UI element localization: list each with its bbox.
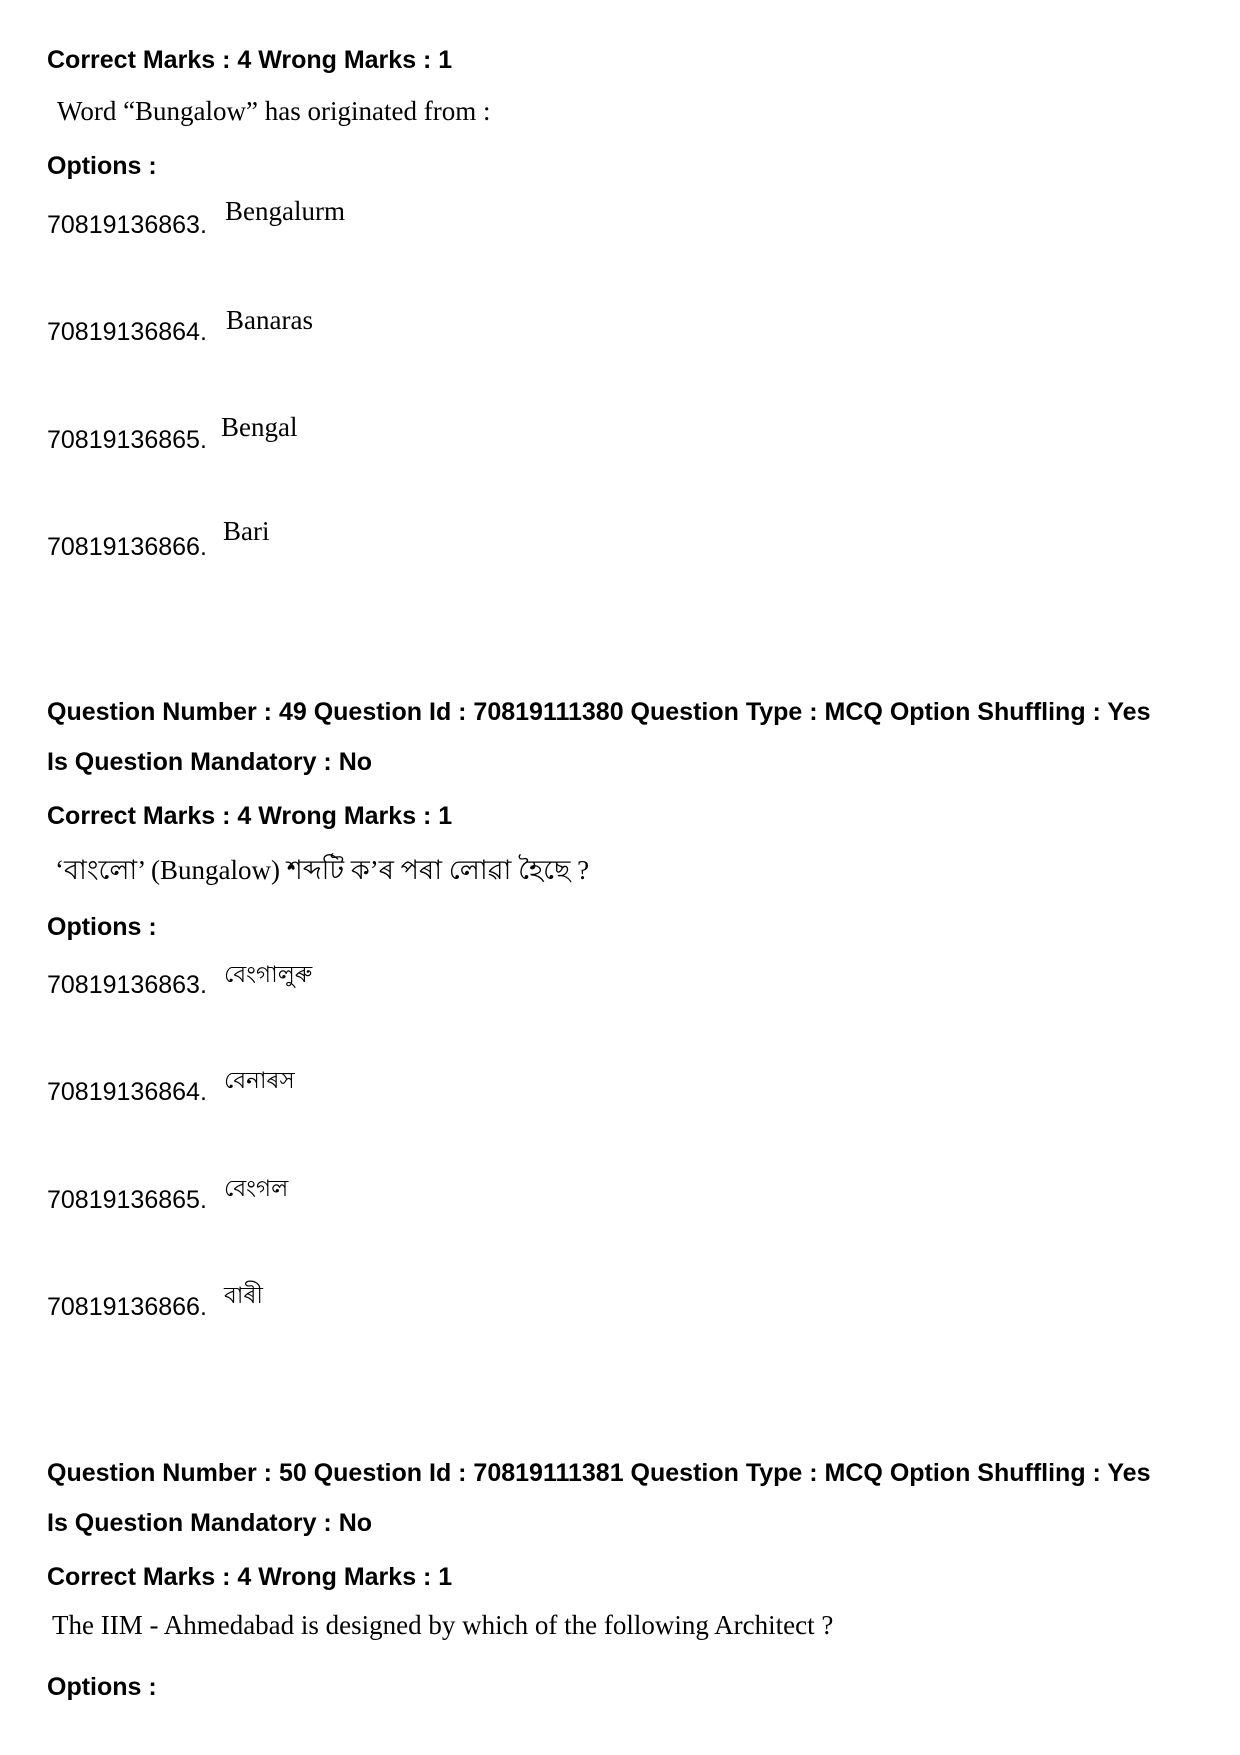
q50-marks: Correct Marks : 4 Wrong Marks : 1 — [47, 1563, 453, 1591]
option-id: 70819136865. — [47, 426, 207, 454]
option-id: 70819136863. — [47, 211, 207, 239]
option-id: 70819136864. — [47, 1078, 207, 1106]
q48-options-label: Options : — [47, 152, 157, 180]
option-text: Bengalurm — [225, 196, 345, 226]
option-id: 70819136865. — [47, 1186, 207, 1214]
q48-marks: Correct Marks : 4 Wrong Marks : 1 — [47, 46, 453, 74]
option-id: 70819136863. — [47, 971, 207, 999]
option-text: Bengal — [221, 412, 298, 442]
option-id: 70819136864. — [47, 318, 207, 346]
q49-question-text: ‘বাংলো’ (Bungalow) শব্দটি ক’ৰ পৰা লোৱা হৈছে ? — [55, 855, 590, 885]
option-id: 70819136866. — [47, 533, 207, 561]
q50-header: Question Number : 50 Question Id : 70819111381 Question Type : MCQ Option Shuffling : Yes — [47, 1459, 1151, 1487]
option-text: বেংগল — [224, 1176, 289, 1202]
q50-options-label: Options : — [47, 1673, 157, 1701]
q49-marks: Correct Marks : 4 Wrong Marks : 1 — [47, 802, 453, 830]
q50-question-text: The IIM - Ahmedabad is designed by which of the following Architect ? — [52, 1610, 834, 1640]
q49-mandatory: Is Question Mandatory : No — [47, 748, 373, 776]
option-text: বাৰী — [224, 1283, 264, 1309]
q49-header: Question Number : 49 Question Id : 70819111380 Question Type : MCQ Option Shuffling : Yes — [47, 698, 1151, 726]
option-text: Bari — [223, 516, 270, 546]
option-text: বেংগালুৰু — [224, 962, 313, 988]
q48-question-text: Word “Bungalow” has originated from : — [57, 96, 491, 126]
option-text: Banaras — [226, 305, 313, 335]
q50-mandatory: Is Question Mandatory : No — [47, 1509, 373, 1537]
option-id: 70819136866. — [47, 1293, 207, 1321]
q49-options-label: Options : — [47, 913, 157, 941]
option-text: বেনাৰস — [224, 1068, 295, 1094]
